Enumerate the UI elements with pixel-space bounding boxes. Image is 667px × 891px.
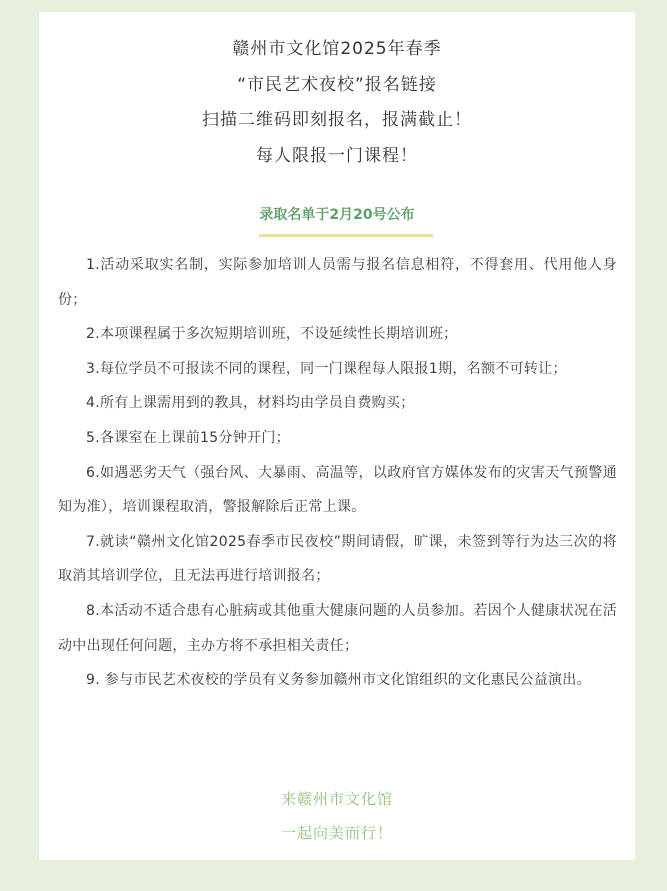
- content-card: [39, 12, 635, 860]
- rule-item: 6.如遇恶劣天气（强台风、大暴雨、高温等，以政府官方媒体发布的灾害天气预警通知为准），培训课程取消，警报解除后正常上课。: [58, 464, 617, 516]
- header-subtitle-line: “市民艺术夜校”报名链接: [237, 74, 437, 95]
- rules-list: [58, 248, 617, 698]
- admission-notice: 录取名单于2月20号公布: [259, 207, 415, 223]
- rule-item: 9. 参与市民艺术夜校的学员有义务参加赣州市文化馆组织的文化惠民公益演出。: [86, 672, 591, 689]
- notice-underline: [259, 234, 433, 237]
- footer-line-invite: 来赣州市文化馆: [280, 790, 393, 808]
- header-block: [39, 32, 635, 174]
- rule-item: 5.各课室在上课前15分钟开门；: [86, 429, 290, 446]
- rule-item: 3.每位学员不可报读不同的课程，同一门课程每人限报1期，名额不可转让；: [86, 360, 567, 377]
- header-limit-notice: 每人限报一门课程！: [256, 145, 418, 166]
- rule-item: 7.就读“赣州文化馆2025春季市民夜校”期间请假，旷课，未签到等行为达三次的将取消其培训学位，且无法再进行培训报名；: [58, 533, 617, 585]
- header-scan-instruction: 扫描二维码即刻报名，报满截止！: [202, 110, 472, 130]
- footer-line-slogan: 一起向美而行！: [280, 824, 393, 842]
- footer-slogan: [39, 782, 635, 850]
- rule-item: 1.活动采取实名制，实际参加培训人员需与报名信息相符，不得套用、代用他人身份；: [58, 257, 617, 308]
- rule-item: 8.本活动不适合患有心脏病或其他重大健康问题的人员参加。若因个人健康状况在活动中出现任何问题，主办方将不承担相关责任；: [58, 602, 617, 654]
- header-title-line: 赣州市文化馆2025年春季: [232, 39, 442, 59]
- rule-item: 4.所有上课需用到的教具，材料均由学员自费购买；: [86, 395, 415, 412]
- rule-item: 2.本项课程属于多次短期培训班，不设延续性长期培训班；: [86, 326, 458, 343]
